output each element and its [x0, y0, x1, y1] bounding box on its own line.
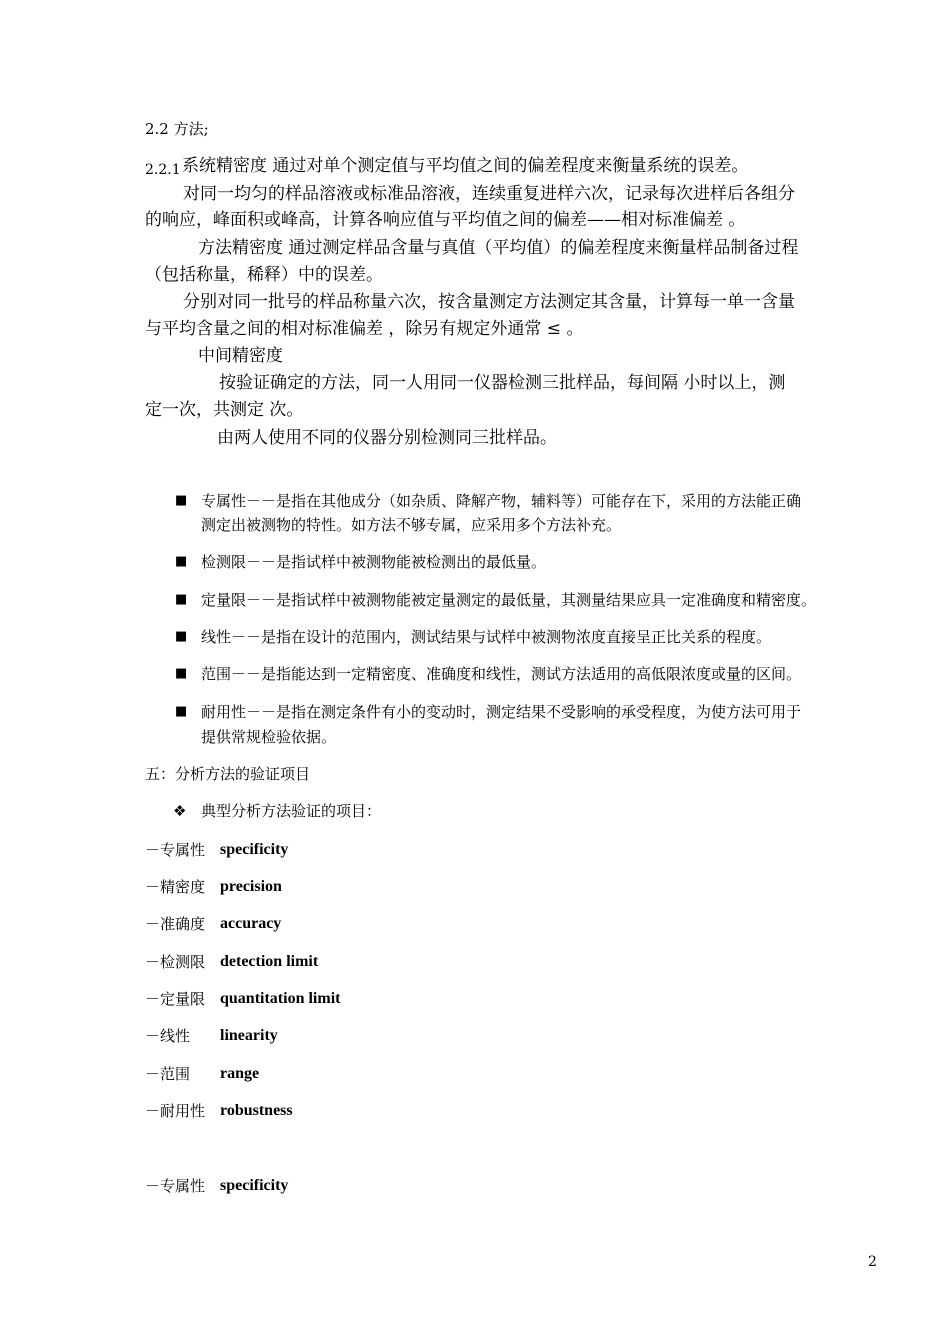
page-number: 2 — [868, 1254, 877, 1270]
term-en: quantitation limit — [220, 990, 341, 1007]
square-bullet-icon: ■ — [175, 592, 188, 607]
term-zh: －专属性 — [145, 1177, 206, 1195]
term-zh: －线性 — [145, 1027, 191, 1045]
term-zh: －专属性 — [145, 841, 206, 859]
paragraph-line: 方法精密度 通过测定样品含量与真值（平均值）的偏差程度来衡量样品制备过程 — [198, 238, 799, 258]
square-bullet-icon: ■ — [175, 666, 188, 681]
sub-item-text: 典型分析方法验证的项目： — [201, 802, 382, 820]
term-zh: －准确度 — [145, 915, 206, 933]
bullet-text: 检测限－－是指试样中被测物能被检测出的最低量。 — [201, 553, 547, 571]
term-row — [145, 913, 282, 935]
term-en: robustness — [220, 1102, 293, 1119]
term-en: accuracy — [220, 915, 282, 932]
term-row — [145, 1100, 293, 1122]
term-zh: －耐用性 — [145, 1102, 206, 1120]
term-row — [145, 988, 341, 1010]
term-zh: －精密度 — [145, 878, 206, 896]
paragraph-line: 由两人使用不同的仪器分别检测同三批样品。 — [217, 428, 557, 448]
term-zh: －定量限 — [145, 990, 206, 1008]
term-en: range — [220, 1065, 260, 1082]
term-row — [145, 1025, 278, 1047]
term-zh: －检测限 — [145, 953, 206, 971]
bullet-text: 耐用性－－是指在测定条件有小的变动时，测定结果不受影响的承受程度，为使方法可用于 — [201, 703, 802, 721]
bullet-text: 线性－－是指在设计的范围内，测试结果与试样中被测物浓度直接呈正比关系的程度。 — [201, 628, 772, 646]
term-en: specificity — [220, 1177, 289, 1194]
bullet-text: 测定出被测物的特性。如方法不够专属，应采用多个方法补充。 — [201, 516, 622, 534]
section-number-2-2-1: 2.2.1 — [145, 162, 181, 178]
diamond-bullet-icon: ❖ — [173, 802, 187, 820]
square-bullet-icon: ■ — [175, 493, 188, 508]
paragraph-line: 的响应，峰面积或峰高，计算各响应值与平均值之间的偏差——相对标准偏差 。 — [145, 210, 746, 230]
term-row — [145, 1063, 260, 1085]
bullet-text: 范围－－是指能达到一定精密度、准确度和线性，测试方法适用的高低限浓度或量的区间。 — [201, 665, 802, 683]
term-row-final — [145, 1175, 289, 1197]
square-bullet-icon: ■ — [175, 629, 188, 644]
term-zh: －范围 — [145, 1065, 191, 1083]
term-en: detection limit — [220, 953, 319, 970]
paragraph-line: （包括称量，稀释）中的误差。 — [145, 265, 383, 285]
bullet-text: 专属性－－是指在其他成分（如杂质、降解产物，辅料等）可能存在下，采用的方法能正确 — [201, 492, 802, 510]
paragraph-line: 分别对同一批号的样品称量六次，按含量测定方法测定其含量，计算每一单一含量 — [183, 292, 795, 312]
term-en: linearity — [220, 1027, 278, 1044]
square-bullet-icon: ■ — [175, 554, 188, 569]
term-row — [145, 876, 282, 898]
paragraph-line: 系统精密度 通过对单个测定值与平均值之间的偏差程度来衡量系统的误差。 — [182, 156, 749, 176]
bullet-text: 定量限－－是指试样中被测物能被定量测定的最低量，其测量结果应具一定准确度和精密度。 — [201, 591, 817, 609]
term-row — [145, 951, 319, 973]
bullet-text: 提供常规检验依据。 — [201, 728, 337, 746]
term-en: specificity — [220, 841, 289, 858]
term-en: precision — [220, 878, 282, 895]
square-bullet-icon: ■ — [175, 704, 188, 719]
paragraph-line: 定一次，共测定 次。 — [145, 400, 304, 420]
term-row — [145, 839, 289, 861]
section-heading-2-2: 2.2 方法; — [145, 120, 209, 138]
section-heading-5: 五：分析方法的验证项目 — [145, 765, 311, 783]
paragraph-line: 按验证确定的方法，同一人用同一仪器检测三批样品，每间隔 小时以上，测 — [219, 373, 786, 393]
paragraph-line: 与平均含量之间的相对标准偏差 ，除另有规定外通常 ≤ 。 — [145, 319, 584, 339]
paragraph-line: 对同一均匀的样品溶液或标准品溶液，连续重复进样六次，记录每次进样后各组分 — [183, 184, 795, 204]
paragraph-line: 中间精密度 — [198, 346, 283, 366]
